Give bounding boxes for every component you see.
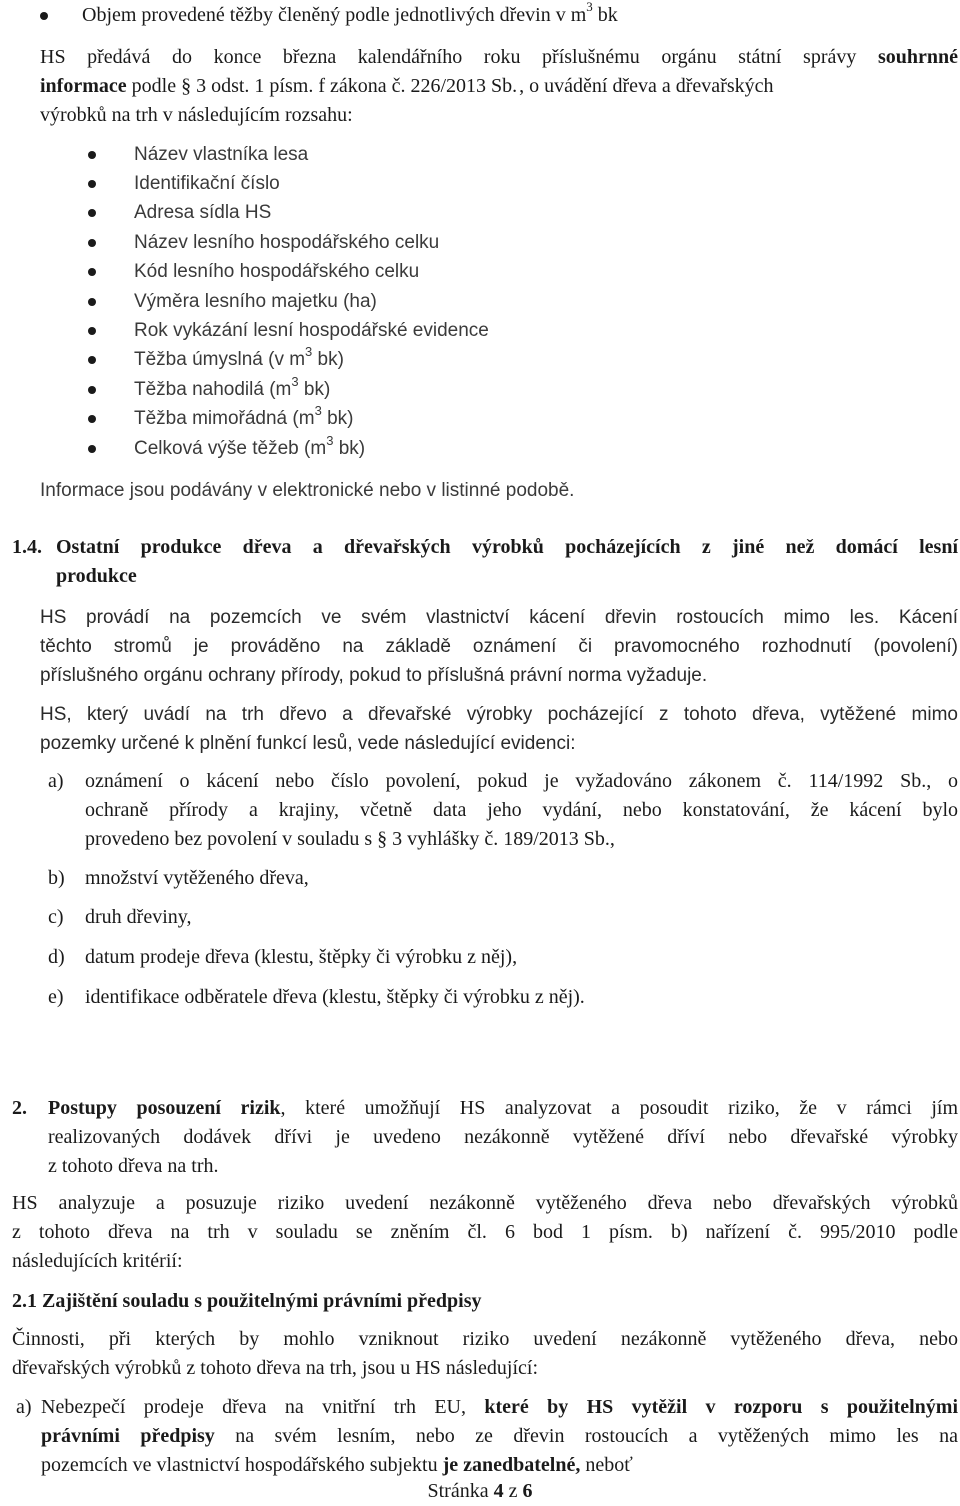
list-item-label: Výměra lesního majetku (ha) xyxy=(134,291,377,312)
list-item-line: provedeno bez povolení v souladu s § 3 vyhlášky č. 189/2013 Sb., xyxy=(85,828,615,850)
item-text: Celková výše těžeb (m xyxy=(134,438,327,459)
paragraph-line: následujících kritérií: xyxy=(12,1250,183,1272)
bullet-icon xyxy=(88,445,96,453)
list-item-label: Název vlastníka lesa xyxy=(134,144,309,165)
list-item-line: ochraně přírody a krajiny, včetně data jeho vydání, nebo konstatování, že kácení bylo xyxy=(85,799,958,821)
text-run: , o uvádění dřeva a dřevařských xyxy=(519,75,774,97)
bullet-icon xyxy=(88,327,96,335)
list-item-line xyxy=(41,1422,958,1451)
footer-text: Stránka xyxy=(427,1480,494,1502)
list-label: e) xyxy=(48,986,64,1008)
paragraph-line: z tohoto dřeva na trh v souladu se zněním čl. 6 bod 1 písm. b) nařízení č. 995/2010 podle xyxy=(12,1221,958,1243)
section-heading: Ostatní produkce dřeva a dřevařských výrobků pocházejících z jiné než domácí lesní xyxy=(56,536,958,558)
text-run: neboť xyxy=(580,1454,633,1476)
list-label: b) xyxy=(48,867,65,889)
bullet-icon xyxy=(88,239,96,247)
superscript: 3 xyxy=(314,402,322,418)
list-item-line: datum prodeje dřeva (klestu, štěpky či výrobku z něj), xyxy=(85,946,518,968)
item-text: Těžba nahodilá (m xyxy=(134,379,292,400)
item-text-end: bk) xyxy=(321,408,354,429)
paragraph-line: těchto stromů je prováděno na základě oznámení či pravomocného rozhodnutí (povolení) xyxy=(40,636,958,657)
bullet-icon xyxy=(88,298,96,306)
bold-run: je zanedbatelné, xyxy=(442,1454,581,1476)
paragraph-line: výrobků na trh v následujícím rozsahu: xyxy=(40,104,353,126)
bullet-icon xyxy=(88,180,96,188)
list-item-label xyxy=(134,434,365,463)
text-run: na svém lesním, nebo ze dřevin rostoucích a vytěžených mimo les na xyxy=(214,1425,958,1447)
bullet-icon xyxy=(88,268,96,276)
item-text-end: bk) xyxy=(298,379,331,400)
bullet-text-end: bk xyxy=(592,4,618,26)
text-run: 3 odst. 1 písm. f zákona č. 226/2013 Sb. xyxy=(191,75,518,97)
bullet-icon xyxy=(88,209,96,217)
paragraph-line xyxy=(40,72,958,101)
list-item-label xyxy=(134,404,353,433)
bold-run: Postupy posouzení rizik xyxy=(48,1097,281,1119)
footer-text: z xyxy=(503,1480,523,1502)
list-label: c) xyxy=(48,906,64,928)
superscript: 3 xyxy=(291,373,299,389)
list-item-line: identifikace odběratele dřeva (klestu, štěpky či výrobku z něj). xyxy=(85,986,585,1008)
paragraph-line: realizovaných dodávek dřívi je uvedeno nezákonně vytěžené dříví nebo dřevařské výrobky xyxy=(48,1126,958,1148)
bold-run: právními předpisy xyxy=(41,1425,215,1447)
paragraph-line: Činnosti, při kterých by mohlo vzniknout riziko uvedení nezákonně vytěženého dřeva, nebo xyxy=(12,1328,958,1350)
bullet-icon xyxy=(88,151,96,159)
page-footer xyxy=(0,1477,960,1506)
bullet-icon xyxy=(88,386,96,394)
paragraph-line: HS provádí na pozemcích ve svém vlastnictví kácení dřevin rostoucích mimo les. Kácení xyxy=(40,607,958,628)
bold-run: souhrnné xyxy=(877,46,958,68)
paragraph-line: HS analyzuje a posuzuje riziko uvedení nezákonně vytěženého dřeva nebo dřevařských výrobků xyxy=(12,1192,958,1214)
item-text-end: bk) xyxy=(312,349,344,370)
section-heading-cont: produkce xyxy=(56,565,137,587)
superscript: 3 xyxy=(586,0,593,15)
item-text: Těžba úmyslná (v m xyxy=(134,349,306,370)
paragraph-line: pozemky určené k plnění funkcí lesů, vede následující evidenci: xyxy=(40,733,576,754)
superscript: 3 xyxy=(305,343,313,359)
text-run: Nebezpečí prodeje dřeva na vnitřní trh EU, xyxy=(41,1396,485,1418)
current-page: 4 xyxy=(493,1480,504,1502)
list-item-label: Identifikační číslo xyxy=(134,173,280,194)
item-text: Těžba mimořádná (m xyxy=(134,408,315,429)
paragraph-line: příslušného orgánu ochrany přírody, pokud to příslušná právní norma vyžaduje. xyxy=(40,665,708,686)
total-pages: 6 xyxy=(522,1480,533,1502)
text-run: , které umožňují HS analyzovat a posoudit riziko, že v rámci jím xyxy=(280,1097,958,1119)
list-label: a) xyxy=(16,1396,32,1418)
paragraph-line xyxy=(40,43,958,72)
bullet-icon xyxy=(88,356,96,364)
paragraph-line: HS, který uvádí na trh dřevo a dřevařské výrobky pocházející z tohoto dřeva, vytěžené mimo xyxy=(40,704,958,725)
list-label: a) xyxy=(48,770,64,792)
bullet-icon xyxy=(88,415,96,423)
list-label: d) xyxy=(48,946,65,968)
item-text-end: bk) xyxy=(333,438,366,459)
bold-run: informace xyxy=(40,75,127,97)
list-item-label: Kód lesního hospodářského celku xyxy=(134,261,420,282)
paragraph-line: dřevařských výrobků z tohoto dřeva na trh, jsou u HS následující: xyxy=(12,1357,538,1379)
superscript: 3 xyxy=(326,432,334,448)
section-sign: § xyxy=(181,75,192,97)
section-number: 2. xyxy=(12,1097,27,1119)
paragraph-line: z tohoto dřeva na trh. xyxy=(48,1155,219,1177)
list-item-line: množství vytěženého dřeva, xyxy=(85,867,309,889)
section-number: 1.4. xyxy=(12,536,42,558)
list-item-line xyxy=(41,1393,958,1422)
bullet-item xyxy=(82,1,618,30)
subsection-heading: 2.1 Zajištění souladu s použitelnými právními předpisy xyxy=(12,1290,482,1312)
bullet-icon xyxy=(40,12,48,20)
list-item-line xyxy=(41,1451,633,1480)
bullet-text: Objem provedené těžby členěný podle jednotlivých dřevin v m xyxy=(82,4,587,26)
list-item-label: Název lesního hospodářského celku xyxy=(134,232,440,253)
list-item-label xyxy=(134,375,330,404)
list-item-line: oznámení o kácení nebo číslo povolení, pokud je vyžadováno zákonem č. 114/1992 Sb., o xyxy=(85,770,958,792)
list-item-label xyxy=(134,345,344,374)
text-run: pozemcích ve vlastnictví hospodářského subjektu xyxy=(41,1454,443,1476)
paragraph-line xyxy=(48,1094,958,1123)
text-run: HS předává do konce března kalendářního roku příslušnému orgánu státní správy xyxy=(40,46,878,68)
bold-run: které by HS vytěžil v rozporu s použitelnými xyxy=(484,1396,959,1418)
list-item-label: Rok vykázání lesní hospodářské evidence xyxy=(134,320,489,341)
list-item-label: Adresa sídla HS xyxy=(134,202,272,223)
text-run: podle xyxy=(126,75,182,97)
list-item-line: druh dřeviny, xyxy=(85,906,192,928)
info-line: Informace jsou podávány v elektronické nebo v listinné podobě. xyxy=(40,480,575,501)
